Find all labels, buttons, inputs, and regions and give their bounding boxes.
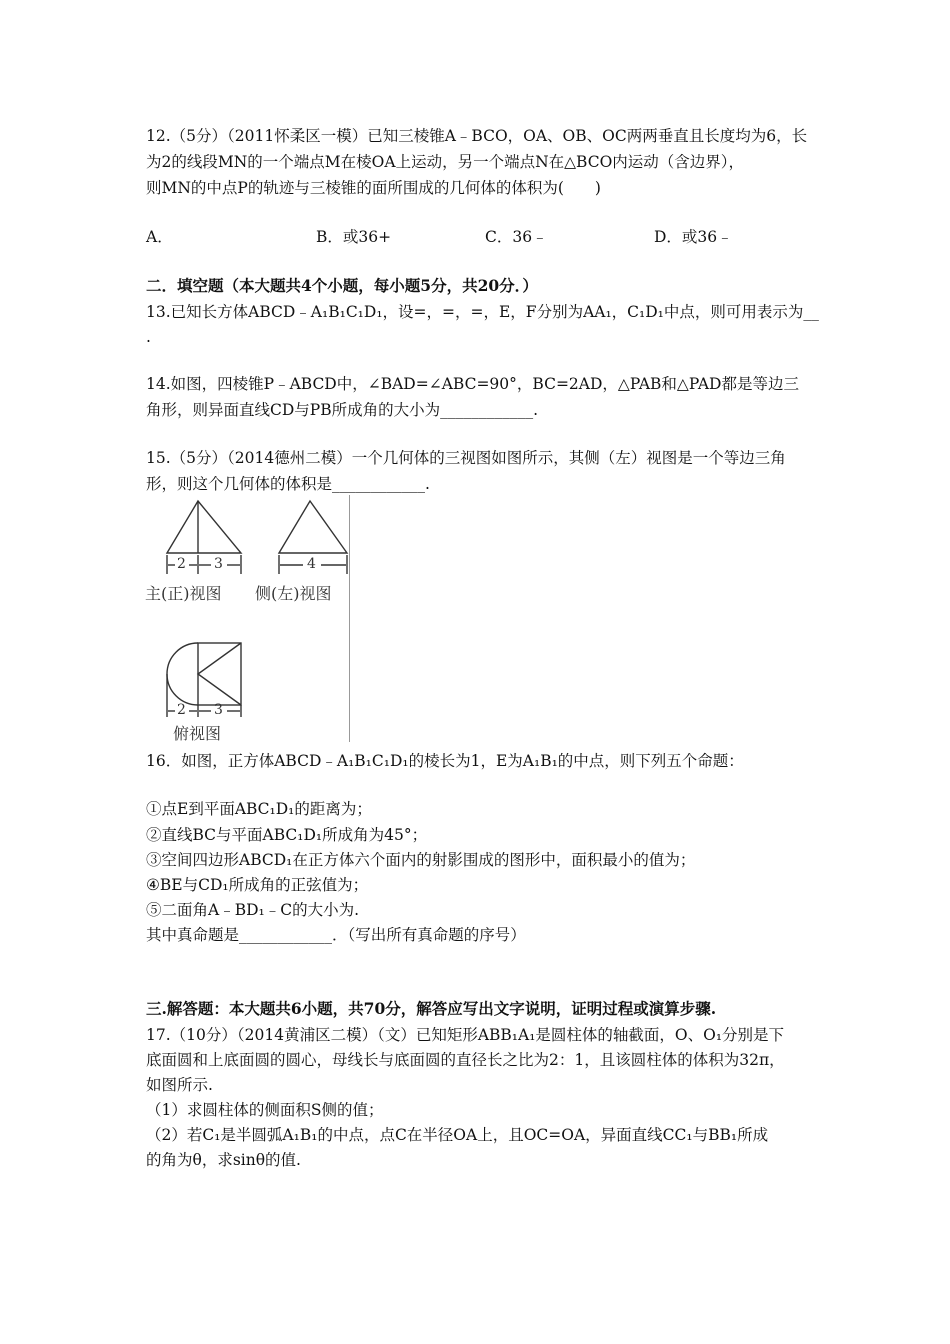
q17-line-2: 底面圆和上底面圆的圆心，母线长与底面圆的直径长之比为2：1，且该圆柱体的体积为32π，: [146, 1051, 785, 1069]
top-view-arc: [167, 643, 198, 705]
q16-ask: 其中真命题是____________．（写出所有真命题的序号）: [146, 926, 526, 944]
q16-proposition-1: ①点E到平面ABC₁D₁的距离为；: [146, 800, 372, 818]
q15-line-1: 15.（5分）（2014德州二模）一个几何体的三视图如图所示，其侧（左）视图是一个等边三角: [146, 449, 786, 467]
front-view-label: 主(正)视图: [145, 584, 222, 603]
q17-part-2-line-1: （2）若C₁是半圆弧A₁B₁的中点，点C在半径OA上，且OC=OA，异面直线CC₁与BB₁所成: [146, 1126, 769, 1144]
side-dim-4-label: 4: [307, 556, 316, 572]
q16-proposition-2: ②直线BC与平面ABC₁D₁所成角为45°；: [146, 826, 428, 844]
q17-line-3: 如图所示.: [146, 1076, 213, 1094]
q14-line-1: 14.如图，四棱锥P﹣ABCD中，∠BAD=∠ABC=90°，BC=2AD，△PAB和△PAD都是等边三: [146, 375, 799, 393]
top-view-v-lines: [198, 643, 241, 705]
q12-option-d: D．或36﹣: [654, 228, 733, 246]
q17-part-2-line-2: 的角为θ，求sinθ的值.: [146, 1151, 301, 1169]
q17-part-1: （1）求圆柱体的侧面积S侧的值；: [146, 1101, 384, 1119]
q12-line-3: 则MN的中点P的轨迹与三棱锥的面所围成的几何体的体积为( ): [146, 179, 601, 197]
top-view-label: 俯视图: [173, 724, 222, 743]
front-view-triangle: [167, 501, 241, 553]
q16-proposition-3: ③空间四边形ABCD₁在正方体六个面内的射影围成的图形中，面积最小的值为；: [146, 851, 696, 869]
section-2-heading: 二．填空题（本大题共4个小题，每小题5分，共20分．）: [146, 276, 538, 295]
q14-line-2: 角形，则异面直线CD与PB所成角的大小为____________.: [146, 401, 539, 419]
q12-line-1: 12.（5分）（2011怀柔区一模）已知三棱锥A﹣BCO，OA、OB、OC两两垂直且长度均为6，长: [146, 127, 808, 145]
q16-proposition-4: ④BE与CD₁所成角的正弦值为；: [146, 876, 369, 894]
q15-line-2: 形，则这个几何体的体积是____________.: [146, 475, 430, 493]
front-dim-2-label: 2: [177, 556, 186, 572]
q17-line-1: 17.（10分）（2014黄浦区二模）（文）已知矩形ABB₁A₁是圆柱体的轴截面，O、O₁分别是下: [146, 1026, 785, 1044]
three-view-figure: [145, 495, 350, 742]
q13-line-2: .: [146, 328, 151, 346]
section-3-heading: 三.解答题：本大题共6小题，共70分，解答应写出文字说明，证明过程或演算步骤.: [146, 999, 717, 1018]
side-view-label: 侧(左)视图: [255, 584, 332, 603]
side-view-triangle: [279, 501, 347, 553]
q12-option-c: C．36﹣: [485, 228, 548, 246]
top-view-square: [198, 643, 241, 705]
q16-proposition-5: ⑤二面角A﹣BD₁﹣C的大小为.: [146, 901, 360, 919]
q12-line-2: 为2的线段MN的一个端点M在棱OA上运动，另一个端点N在△BCO内运动（含边界），: [146, 153, 745, 171]
top-dim-3-label: 3: [214, 702, 223, 718]
q16-line-1: 16．如图，正方体ABCD﹣A₁B₁C₁D₁的棱长为1，E为A₁B₁的中点，则下列五个命题：: [146, 752, 744, 770]
q12-option-a: A．: [146, 228, 173, 246]
q12-option-b: B．或36+: [316, 228, 392, 246]
q13-line-1: 13.已知长方体ABCD﹣A₁B₁C₁D₁，设=，=，=，E，F分别为AA₁，C₁D₁中点，则可用表示为__: [146, 303, 819, 321]
front-dim-3-label: 3: [214, 556, 223, 572]
top-dim-2-label: 2: [177, 702, 186, 718]
three-view-drawing: [145, 495, 349, 742]
